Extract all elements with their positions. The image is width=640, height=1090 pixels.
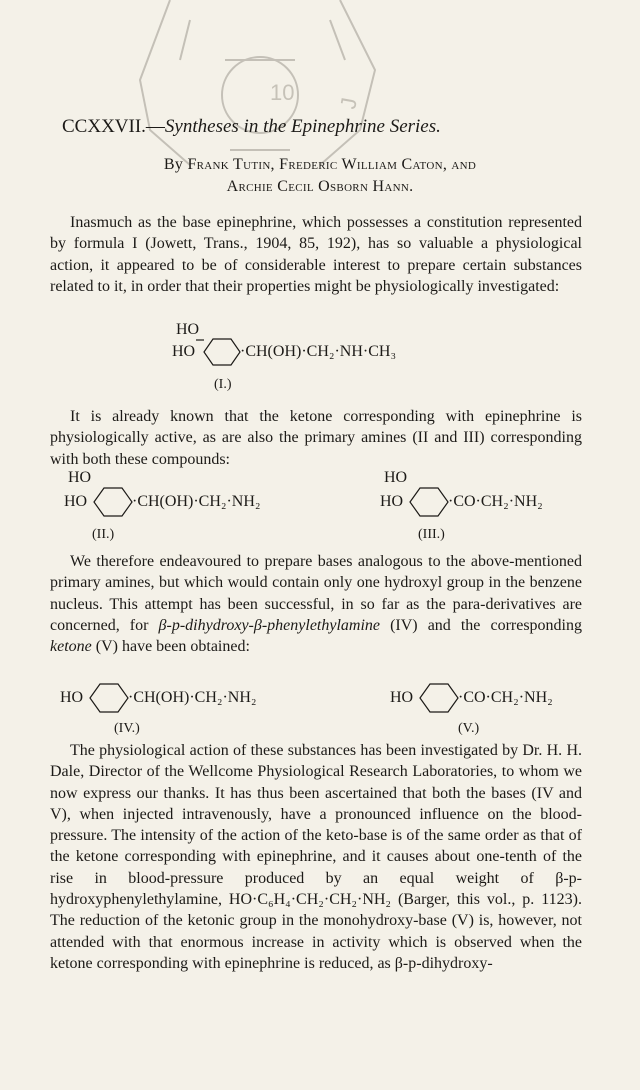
formula-II (62, 466, 322, 546)
paragraph-2-text: It is already known that the ketone corresponding with epinephrine is physiologically active, as are also the primary amines (II and III) corresponding with both these compounds: (50, 408, 582, 468)
formula-V-ho-left: HO (390, 689, 414, 706)
formula-II-label: (II.) (92, 527, 115, 542)
formula-V (388, 680, 608, 740)
compound-IV-name: β-p-dihydroxy-β-phenylethylamine (158, 616, 381, 634)
paper-title-line (62, 116, 622, 138)
formula-II-ho-left: HO (64, 493, 88, 510)
formula-V-benzene-ring (420, 684, 458, 712)
ketone-term: ketone (50, 638, 92, 656)
formula-IV-chain: ·CH(OH)·CH₂·NH₂ (128, 689, 257, 706)
formula-I-ho-left: HO (172, 343, 196, 360)
formula-III (378, 466, 598, 546)
formula-V-label: (V.) (458, 721, 480, 736)
title-dash: — (145, 116, 165, 137)
formula-IV-benzene-ring (90, 684, 128, 712)
formula-III-chain: ·CO·CH₂·NH₂ (448, 493, 543, 510)
paper-title: Syntheses in the Epinephrine Series. (164, 116, 441, 137)
formula-IV (58, 680, 348, 740)
paragraph-1 (50, 212, 582, 297)
paragraph-2 (50, 406, 582, 470)
formula-I-ho-top: HO (176, 321, 200, 338)
formula-I-benzene-ring (204, 339, 240, 365)
svg-text:10: 10 (270, 80, 295, 105)
formula-IV-label: (IV.) (114, 721, 140, 736)
paragraph-1-text: Inasmuch as the base epinephrine, which possesses a constitution represented by formula I (Jowett, Trans., 1904, 85, 192), has so valuable a physiological action, it appeared to be of considerable interest to prepare certain substances related to it, in order that their properties might be physiologically investigated: (50, 214, 582, 295)
paragraph-4 (50, 740, 582, 974)
formula-V-chain: ·CO·CH₂·NH₂ (458, 689, 553, 706)
paragraph-3-part-c: (V) have been obtained: (91, 638, 250, 656)
paragraph-3-text (50, 551, 582, 657)
library-stamp (130, 0, 390, 180)
formula-I-label: (I.) (214, 377, 232, 392)
formula-III-label: (III.) (418, 527, 445, 542)
authors-line-1 (0, 156, 640, 174)
formula-II-chain: ·CH(OH)·CH₂·NH₂ (132, 493, 261, 510)
formula-I-chain: ·CH(OH)·CH₂·NH·CH₃ (240, 343, 397, 360)
paragraph-3-part-a: We therefore endeavoured to prepare bases analogous to the above-mentioned primary amines, but which would contain only one hydroxyl group in the benzene nucleus. This attempt has been successful, in so far as the para-derivatives are concerned, for (50, 553, 582, 634)
paragraph-4-text: The physiological action of these substances has been investigated by Dr. H. H. Dale, Director of the Wellcome Physiological Research Laboratories, to whom we now express our thanks. It has thus been ascertained that both the bases (IV and V), when injected intravenously, have a pronounced influence on the blood-pressure. The intensity of the action of the keto-base is of the same order as that of the ketone corresponding with epinephrine, and it causes about one-tenth of the rise in blood-pressure produced by an equal weight of β-p-hydroxyphenylethylamine, HO·C₆H₄·CH₂·CH₂·NH₂ (Barger, this vol., p. 1123). The reduction of the ketonic group in the monohydroxy-base (V) is, however, not attended with that enormous increase in activity which is observed when the ketone corresponding with epinephrine is reduced, as β-p-dihydroxy- (50, 742, 582, 972)
formula-II-ho-top: HO (68, 469, 92, 486)
svg-text:J: J (335, 95, 362, 111)
paragraph-3-part-b: (IV) and the corresponding (380, 616, 583, 634)
formula-I (170, 318, 530, 396)
authors-line-2: Archie Cecil Osborn Hann. (226, 178, 414, 195)
paper-number: CCXXVII. (62, 116, 146, 137)
formula-IV-ho-left: HO (60, 689, 84, 706)
formula-III-ho-left: HO (380, 493, 404, 510)
formula-II-benzene-ring (94, 488, 132, 516)
formula-III-benzene-ring (410, 488, 448, 516)
by-label: By (163, 156, 184, 173)
paragraph-3 (50, 551, 582, 657)
formula-III-ho-top: HO (384, 469, 408, 486)
authors-names-1: Frank Tutin, Frederic William Caton, and (187, 156, 477, 173)
